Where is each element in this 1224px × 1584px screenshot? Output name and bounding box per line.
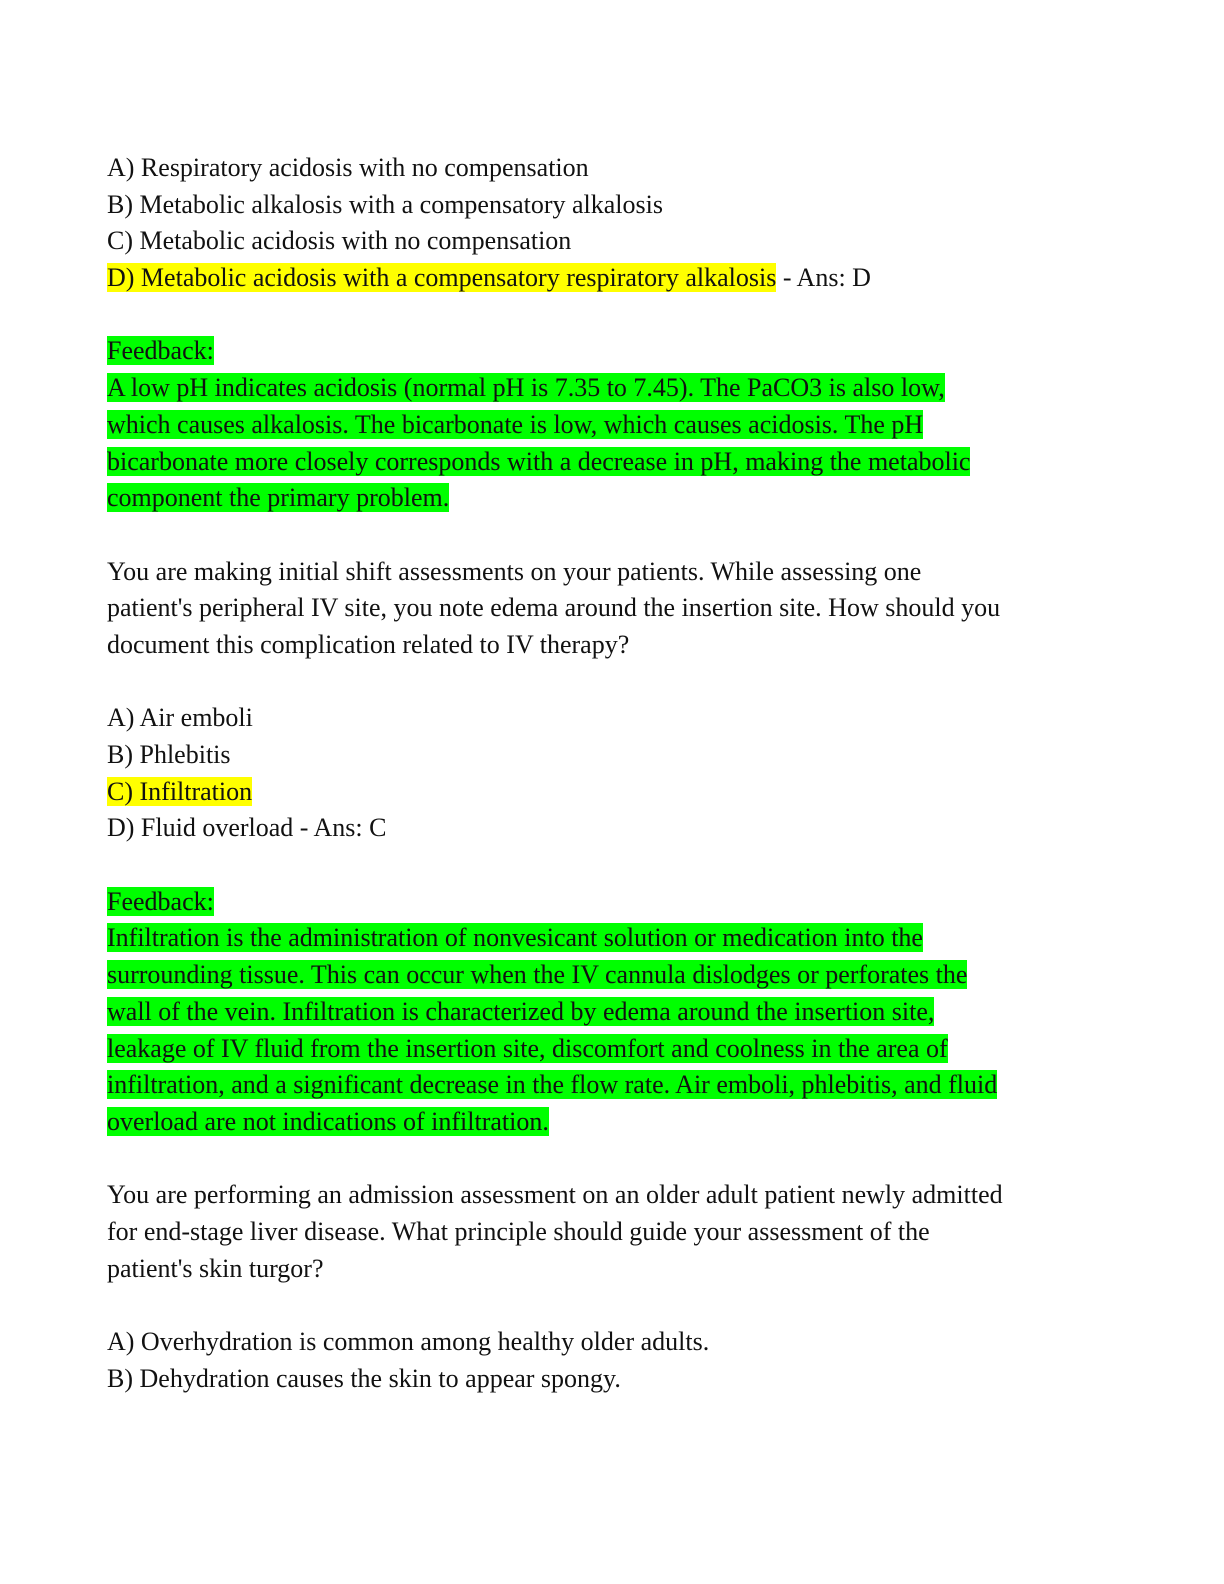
feedback-line: which causes alkalosis. The bicarbonate is low, which causes acidosis. The pH: [107, 409, 924, 439]
feedback-line: component the primary problem.: [107, 483, 450, 513]
correct-option-highlight: C) Infiltration: [107, 776, 253, 806]
option-c: C) Metabolic acidosis with no compensation: [107, 226, 572, 256]
correct-option-highlight: D) Metabolic acidosis with a compensatory respiratory alkalosis: [107, 263, 777, 293]
feedback-line: bicarbonate more closely corresponds with a decrease in pH, making the metabolic: [107, 446, 971, 476]
option-a: A) Respiratory acidosis with no compensation: [107, 153, 589, 182]
feedback-line: surrounding tissue. This can occur when the IV cannula dislodges or perforates the: [107, 960, 968, 990]
option-b: B) Phlebitis: [107, 740, 231, 769]
question-text: patient's peripheral IV site, you note edema around the insertion site. How should you: [107, 593, 1001, 623]
document-page: [107, 150, 1107, 1397]
option-c-line: [107, 774, 1107, 811]
feedback-line: infiltration, and a significant decrease in the flow rate. Air emboli, phlebitis, and fluid: [107, 1070, 998, 1100]
option-a: A) Overhydration is common among healthy older adults.: [107, 1327, 710, 1356]
feedback-label: Feedback:: [107, 886, 214, 916]
feedback-line: wall of the vein. Infiltration is characterized by edema around the insertion site,: [107, 996, 935, 1026]
option-b: B) Dehydration causes the skin to appear spongy.: [107, 1363, 621, 1393]
feedback-line: A low pH indicates acidosis (normal pH is 7.35 to 7.45). The PaCO3 is also low,: [107, 373, 945, 403]
option-d-line: [107, 260, 1107, 297]
answer-key: - Ans: D: [776, 263, 871, 293]
question-block-2: [107, 554, 1107, 1178]
question-text: document this complication related to IV therapy?: [107, 629, 630, 659]
question-block-1: [107, 150, 1107, 554]
option-b: B) Metabolic alkalosis with a compensatory alkalosis: [107, 189, 663, 219]
option-d: D) Fluid overload - Ans: C: [107, 813, 387, 843]
question-text: You are performing an admission assessment on an older adult patient newly admitted: [107, 1180, 1003, 1210]
question-text: patient's skin turgor?: [107, 1253, 324, 1283]
question-text: for end-stage liver disease. What principle should guide your assessment of the: [107, 1216, 930, 1246]
question-block-3: [107, 1177, 1107, 1397]
feedback-label: Feedback:: [107, 336, 214, 366]
option-a: A) Air emboli: [107, 703, 253, 733]
feedback-line: leakage of IV fluid from the insertion site, discomfort and coolness in the area of: [107, 1033, 948, 1063]
feedback-line: Infiltration is the administration of nonvesicant solution or medication into the: [107, 923, 923, 953]
feedback-line: overload are not indications of infiltration.: [107, 1106, 549, 1136]
question-text: You are making initial shift assessments on your patients. While assessing one: [107, 556, 922, 586]
